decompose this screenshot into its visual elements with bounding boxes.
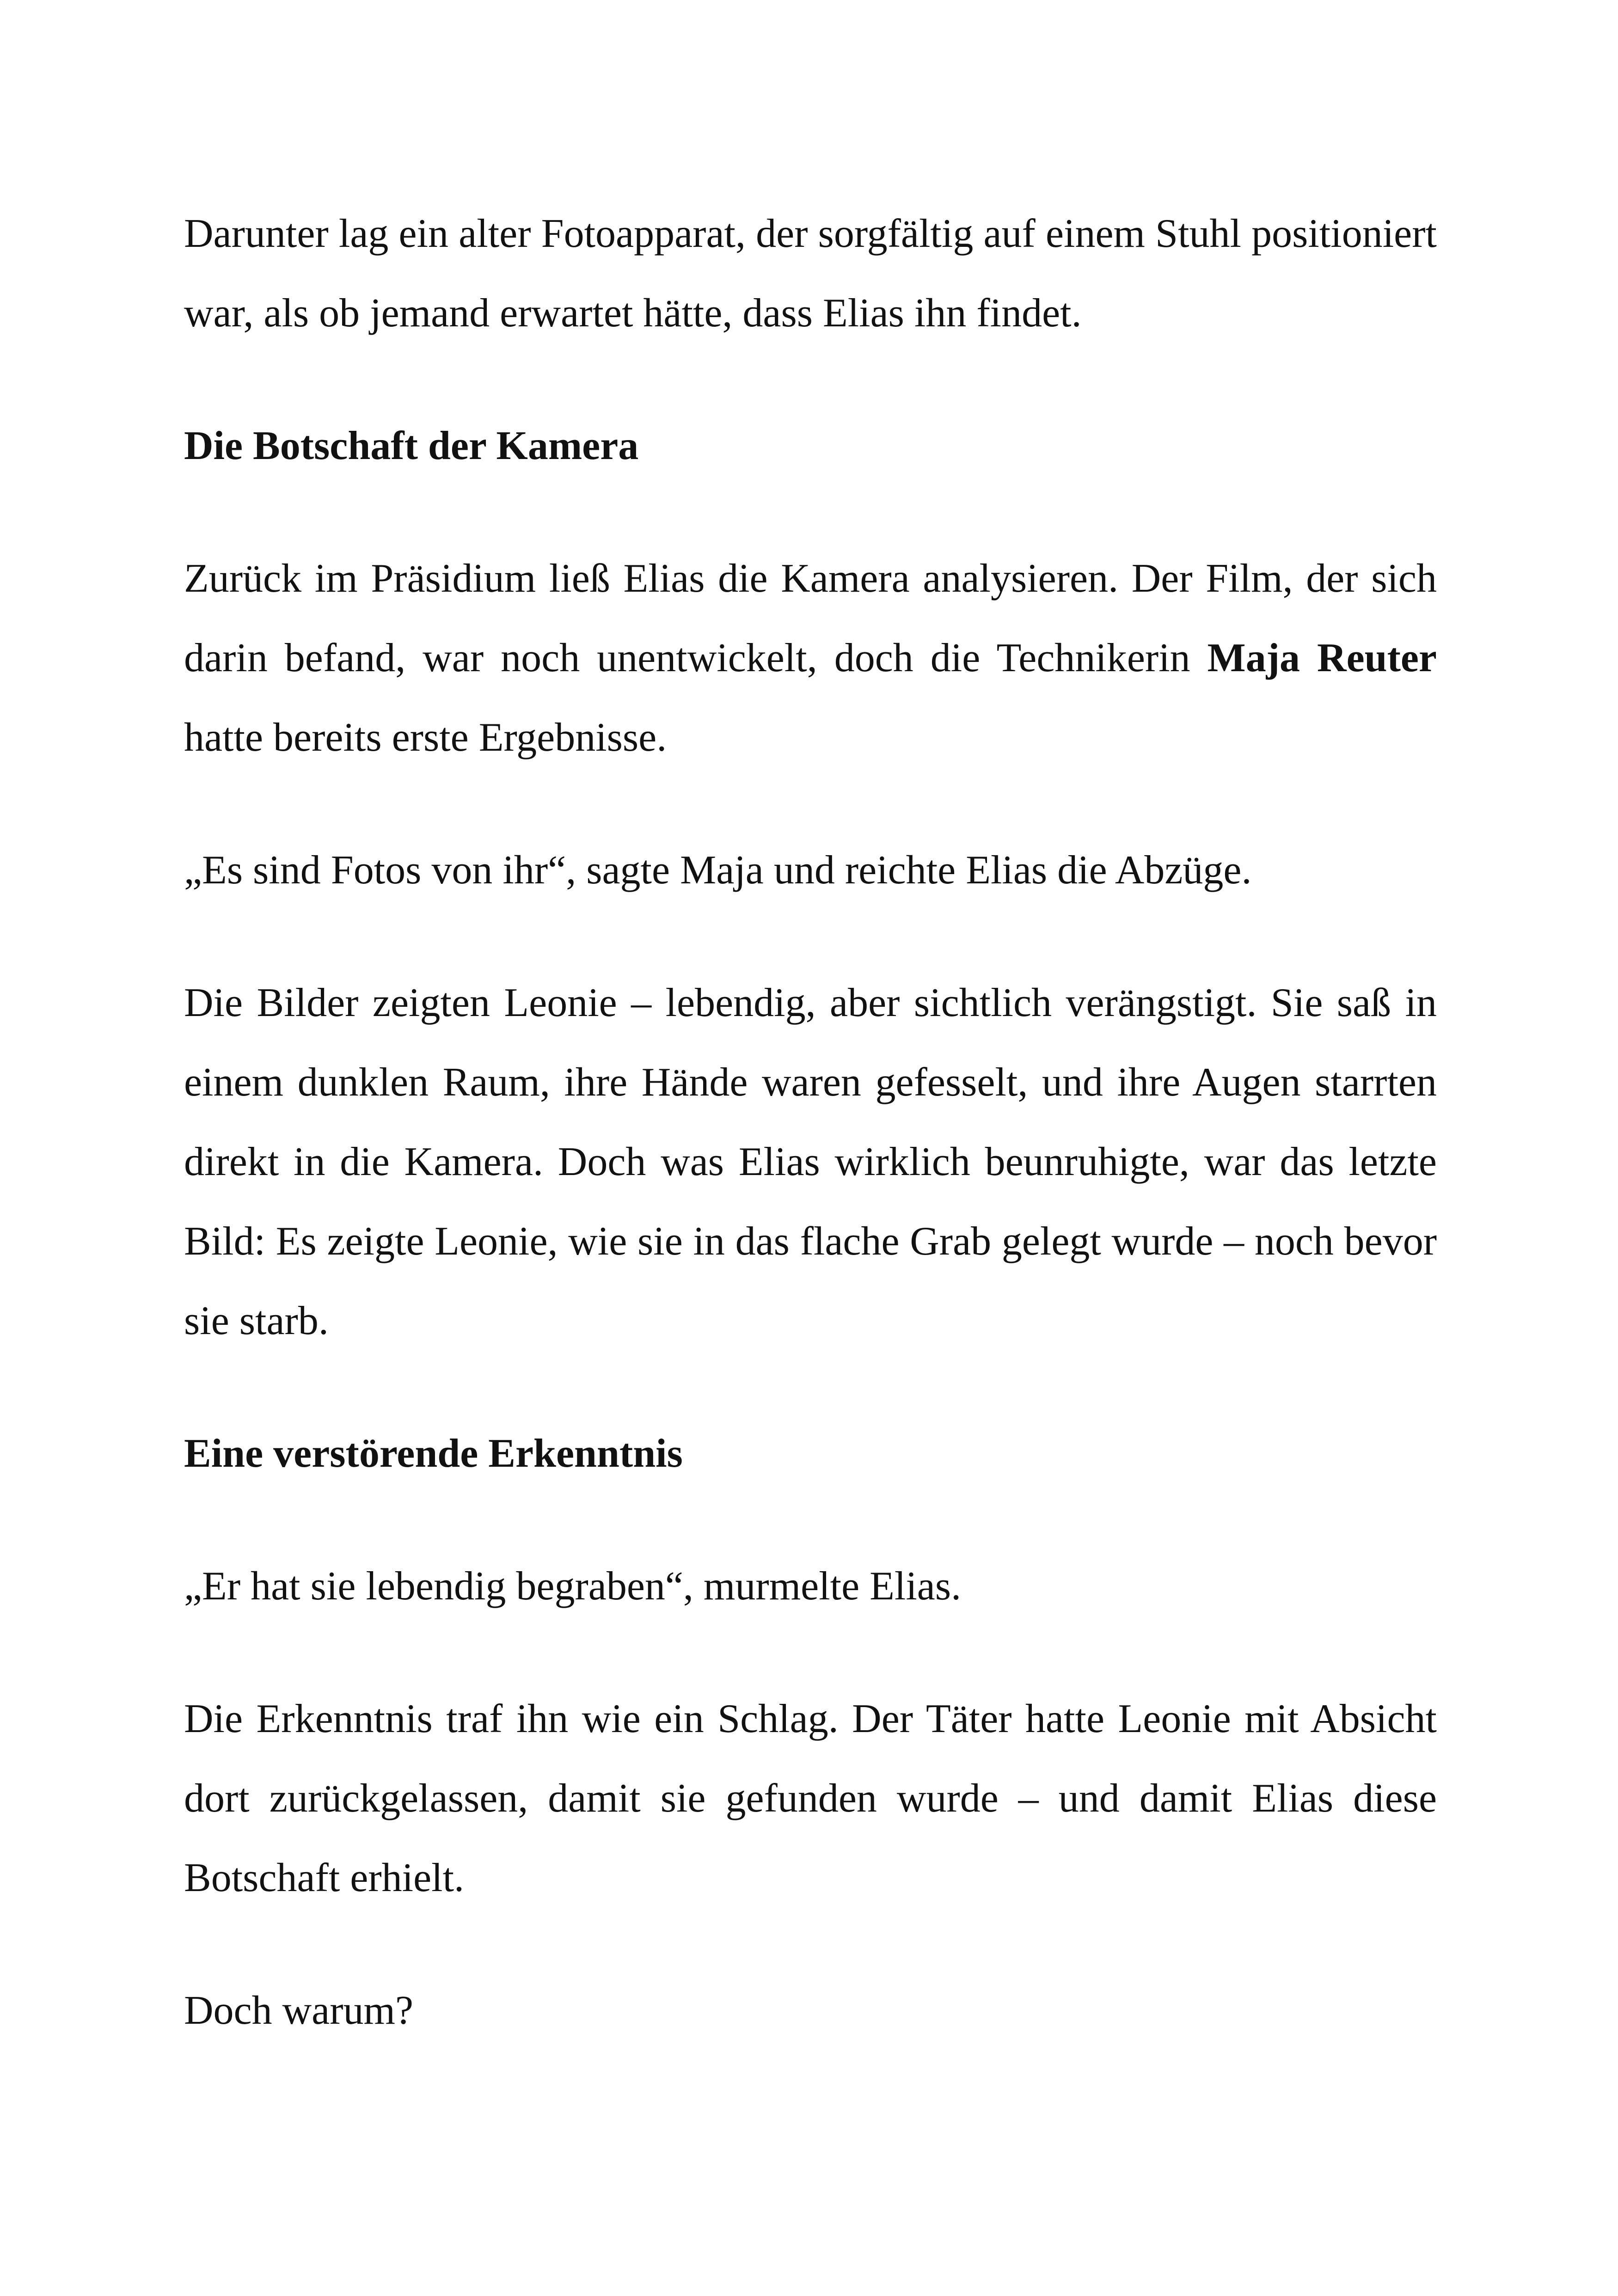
paragraph-fotos-von-ihr: „Es sind Fotos von ihr“, sagte Maja und reichte Elias die Abzüge. (184, 848, 1252, 893)
paragraph-praesidium-text-a: Zurück im Präsidium ließ Elias die Kamera analysieren. Der Film, der sich darin befand, war noch unentwickelt, doch die Technikerin (184, 556, 1437, 680)
document-body (184, 194, 1437, 2051)
paragraph-lebendig-begraben: „Er hat sie lebendig begraben“, murmelte Elias. (184, 1564, 962, 1609)
paragraph-erkenntnis-schlag: Die Erkenntnis traf ihn wie ein Schlag. Der Täter hatte Leonie mit Absicht dort zurückgelassen, damit sie gefunden wurde – und damit Elias diese Botschaft erhielt. (184, 1696, 1437, 1900)
paragraph-doch-warum: Doch warum? (184, 1988, 414, 2033)
paragraph-praesidium-text-b: hatte bereits erste Ergebnisse. (184, 715, 667, 760)
name-maja-reuter: Maja Reuter (1207, 636, 1437, 680)
heading-botschaft-der-kamera: Die Botschaft der Kamera (184, 423, 639, 468)
paragraph-bilder-leonie: Die Bilder zeigten Leonie – lebendig, aber sichtlich verängstigt. Sie saß in einem dunklen Raum, ihre Hände waren gefesselt, und ihre Augen starrten direkt in die Kamera. Doch was Elias wirklich beunruhigte, war das letzte Bild: Es zeigte Leonie, wie sie in das flache Grab gelegt wurde – noch bevor sie starb. (184, 980, 1437, 1343)
paragraph-camera-found: Darunter lag ein alter Fotoapparat, der sorgfältig auf einem Stuhl positioniert war, als ob jemand erwartet hätte, dass Elias ihn findet. (184, 211, 1437, 336)
heading-verstoerende-erkenntnis: Eine verstörende Erkenntnis (184, 1431, 683, 1476)
paragraph-praesidium (184, 539, 1437, 778)
